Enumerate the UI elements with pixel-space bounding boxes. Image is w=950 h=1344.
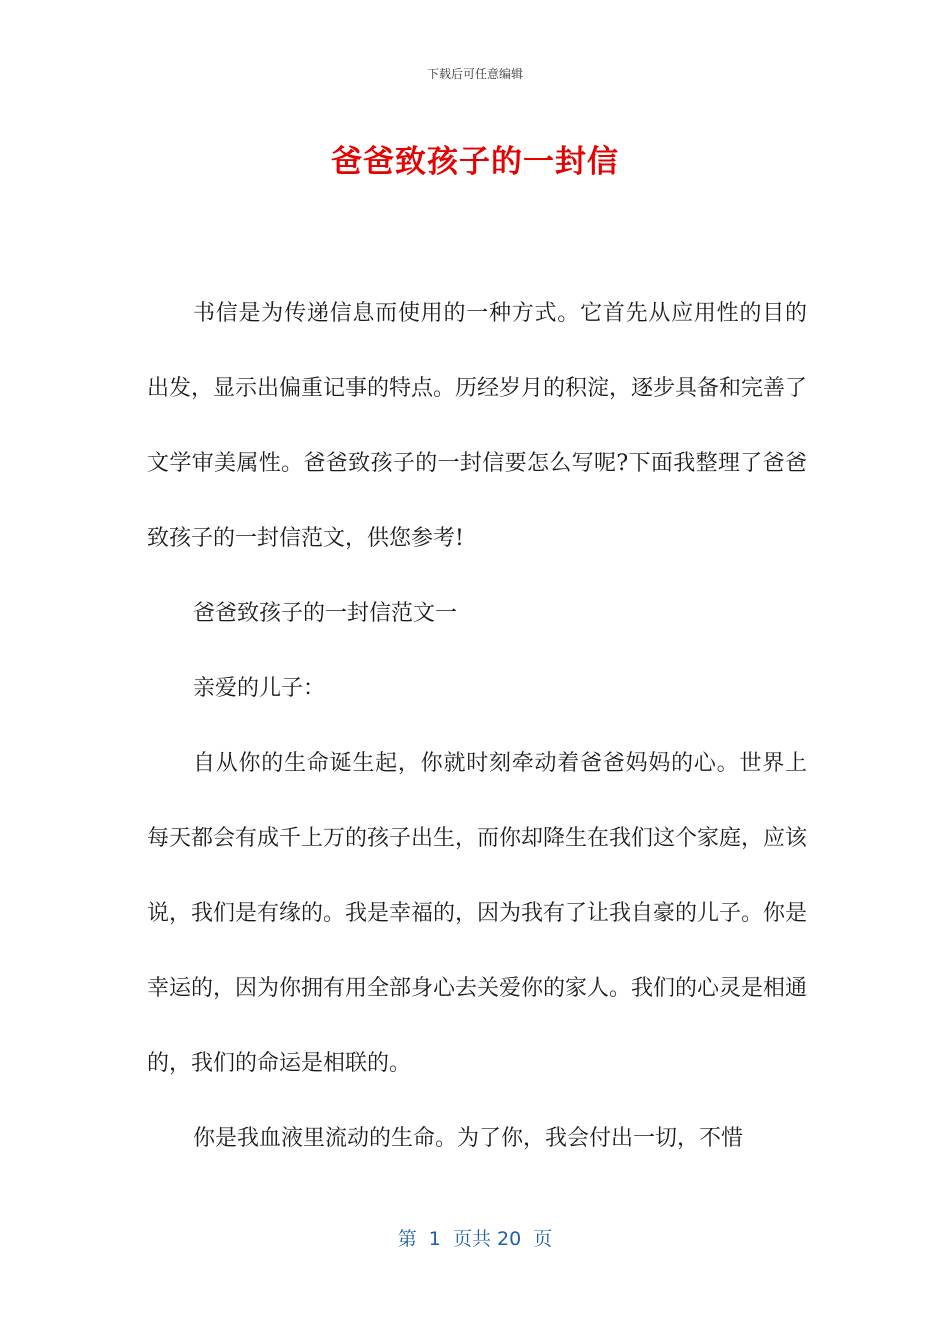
paragraph-salutation: 亲爱的儿子： (193, 676, 326, 701)
paragraph-section-heading: 爸爸致孩子的一封信范文一 (193, 601, 458, 626)
page-number-footer: 第 1 页共 20 页 (397, 1228, 553, 1250)
paragraph-body-2: 你是我血液里流动的生命。为了你，我会付出一切，不惜 (193, 1126, 744, 1151)
document-body (147, 276, 807, 1176)
page-header-note: 下载后可任意编辑 (426, 67, 523, 81)
paragraph-body-1: 自从你的生命诞生起，你就时刻牵动着爸爸妈妈的心。世界上每天都会有成千上万的孩子出生，而你却降生在我们这个家庭，应该说，我们是有缘的。我是幸福的，因为我有了让我自豪的儿子。你是幸运的，因为你拥有用全部身心去关爱你的家人。我们的心灵是相通的，我们的命运是相联的。 (147, 751, 808, 1076)
paragraph-intro: 书信是为传递信息而使用的一种方式。它首先从应用性的目的出发，显示出偏重记事的特点。历经岁月的积淀，逐步具备和完善了文学审美属性。爸爸致孩子的一封信要怎么写呢?下面我整理了爸爸致孩子的一封信范文，供您参考! (147, 301, 808, 551)
document-title: 爸爸致孩子的一封信 (331, 144, 619, 180)
